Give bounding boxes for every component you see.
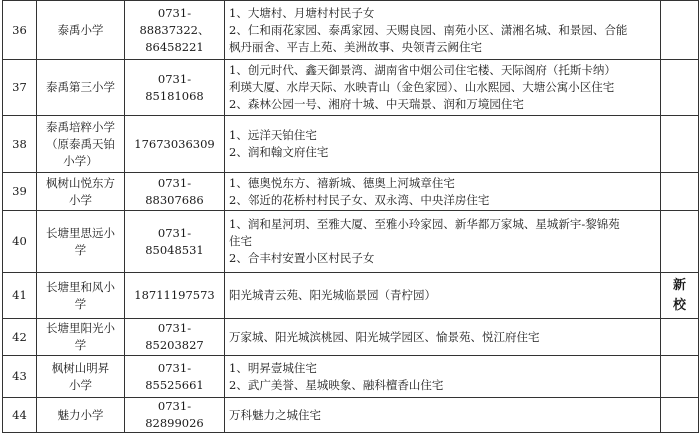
- school-name: 长塘里阳光小 学: [37, 319, 125, 356]
- table-row: [3, 116, 699, 173]
- row-number: 44: [3, 398, 37, 433]
- row-number: 42: [3, 319, 37, 356]
- row-number: 41: [3, 273, 37, 319]
- school-name: 枫树山明昇 小学: [37, 356, 125, 398]
- enrollment-area: 1、德奥悦东方、禧新城、德奥上河城章住宅 2、邻近的花桥村村民子女、双永湾、中央洋房住宅: [225, 173, 661, 211]
- note-cell: [661, 60, 699, 116]
- phone-number: 0731-85181068: [125, 60, 225, 116]
- note-cell: [661, 1, 699, 60]
- school-name: 泰禹第三小学: [37, 60, 125, 116]
- phone-number: 18711197573: [125, 273, 225, 319]
- phone-number: 0731-85525661: [125, 356, 225, 398]
- school-name: 长塘里和风小 学: [37, 273, 125, 319]
- note-cell: [661, 116, 699, 173]
- note-cell: [661, 356, 699, 398]
- enrollment-area: 1、明昇壹城住宅 2、武广美誉、星城映象、融科檀香山住宅: [225, 356, 661, 398]
- phone-number: 17673036309: [125, 116, 225, 173]
- table-row: [3, 273, 699, 319]
- enrollment-area: 万家城、阳光城滨桃园、阳光城学园区、愉景苑、悦江府住宅: [225, 319, 661, 356]
- enrollment-area: 万科魅力之城住宅: [225, 398, 661, 433]
- enrollment-area: 1、大塘村、月塘村村民子女 2、仁和雨花家园、泰禹家园、天赐良园、南苑小区、潇湘名城、和景园、合能 枫丹丽舍、平吉上苑、美洲故事、央领青云阙住宅: [225, 1, 661, 60]
- school-name: 长塘里思远小学: [37, 211, 125, 273]
- table-row: [3, 1, 699, 60]
- row-number: 43: [3, 356, 37, 398]
- new-school-note: 新 校: [661, 273, 699, 319]
- phone-number: 0731-82899026: [125, 398, 225, 433]
- enrollment-area: 阳光城青云苑、阳光城临景园（青柠园）: [225, 273, 661, 319]
- enrollment-area: 1、润和星河玥、至雅大厦、至雅小玲家园、新华都万家城、星城新宇-黎锦苑 住宅 2、合丰村安置小区村民子女: [225, 211, 661, 273]
- enrollment-area: 1、远洋天铂住宅 2、润和翰文府住宅: [225, 116, 661, 173]
- school-district-table: [2, 0, 699, 433]
- school-name: 枫树山悦东方 小学: [37, 173, 125, 211]
- table-row: [3, 60, 699, 116]
- school-name: 泰禹小学: [37, 1, 125, 60]
- note-cell: [661, 319, 699, 356]
- row-number: 38: [3, 116, 37, 173]
- table-row: [3, 398, 699, 433]
- row-number: 37: [3, 60, 37, 116]
- row-number: 39: [3, 173, 37, 211]
- table-row: [3, 319, 699, 356]
- school-name: 魅力小学: [37, 398, 125, 433]
- table-row: [3, 356, 699, 398]
- phone-number: 0731-88307686: [125, 173, 225, 211]
- row-number: 40: [3, 211, 37, 273]
- phone-number: 0731-88837322、 86458221: [125, 1, 225, 60]
- note-cell: [661, 173, 699, 211]
- school-name: 泰禹培粹小学 （原泰禹天铂 小学）: [37, 116, 125, 173]
- phone-number: 0731-85048531: [125, 211, 225, 273]
- row-number: 36: [3, 1, 37, 60]
- table-row: [3, 173, 699, 211]
- enrollment-area: 1、创元时代、鑫天御景湾、湖南省中烟公司住宅楼、天际阁府（托斯卡纳） 利瑛大厦、水岸天际、水映青山（金色家园）、山水熙园、大塘公寓小区住宅 2、森林公园一号、湘府十城、中天瑞景、润和万境园住宅: [225, 60, 661, 116]
- note-cell: [661, 211, 699, 273]
- note-cell: [661, 398, 699, 433]
- table-row: [3, 211, 699, 273]
- phone-number: 0731-85203827: [125, 319, 225, 356]
